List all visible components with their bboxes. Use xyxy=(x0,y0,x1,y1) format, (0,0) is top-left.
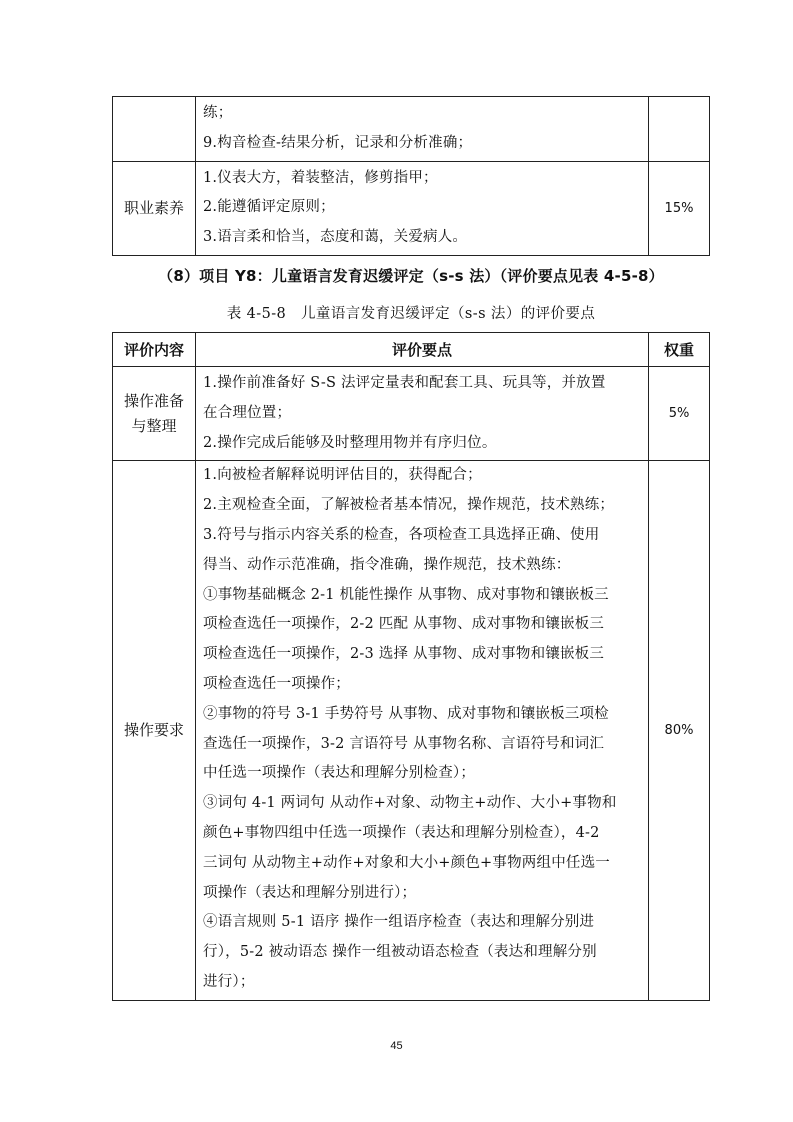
content-line: 练； xyxy=(203,105,233,121)
content-line: 得当、动作示范准确，指令准确，操作规范，技术熟练： xyxy=(203,556,571,573)
content-line: 3.语言柔和恰当，态度和蔼，关爱病人。 xyxy=(203,229,468,246)
content-line: 2.操作完成后能够及时整理用物并有序归位。 xyxy=(203,434,497,451)
row-label-line: 与整理 xyxy=(131,416,177,435)
header-weight: 权重 xyxy=(649,333,710,367)
content-line: 进行）； xyxy=(203,973,255,990)
content-line: 项检查选任一项操作，2-3 选择 从事物、成对事物和镶嵌板三 xyxy=(203,646,605,663)
evaluation-table xyxy=(112,332,710,1001)
row-content xyxy=(196,161,649,255)
content-line: ③词句 4-1 两词句 从动作+对象、动物主+动作、大小+事物和 xyxy=(203,795,617,812)
content-line: 1.操作前准备好 S-S 法评定量表和配套工具、玩具等，并放置 xyxy=(203,375,606,391)
content-line: 3.符号与指示内容关系的检查，各项检查工具选择正确、使用 xyxy=(203,526,600,543)
row-label xyxy=(113,461,196,1000)
row-label: 职业素养 xyxy=(113,161,196,255)
row-weight: 5% xyxy=(649,367,710,461)
header-content-category: 评价内容 xyxy=(113,333,196,367)
content-line: 9.构音检查-结果分析，记录和分析准确； xyxy=(203,134,473,151)
table-row xyxy=(113,97,710,162)
top-table xyxy=(112,96,710,256)
row-label-line: 操作准备 xyxy=(123,391,184,410)
section-heading: （8）项目 Y8：儿童语言发育迟缓评定（s-s 法）（评价要点见表 4-5-8） xyxy=(158,267,664,285)
row-content xyxy=(196,97,649,162)
content-line: 行），5-2 被动语态 操作一组被动语态检查（表达和理解分别 xyxy=(203,944,597,961)
content-line: ④语言规则 5-1 语序 操作一组语序检查（表达和理解分别进 xyxy=(203,914,595,931)
content-line: 中任选一项操作（表达和理解分别检查）； xyxy=(203,765,476,782)
content-line: 1.向被检者解释说明评估目的，获得配合； xyxy=(203,467,482,484)
row-label-line: 操作要求 xyxy=(123,721,184,740)
row-weight: 15% xyxy=(649,161,710,255)
content-line: 三词句 从动物主+动作+对象和大小+颜色+事物两组中任选一 xyxy=(203,854,611,871)
row-content xyxy=(196,367,649,461)
row-label xyxy=(113,367,196,461)
content-line: 项检查选任一项操作，2-2 匹配 从事物、成对事物和镶嵌板三 xyxy=(203,616,605,633)
content-line: 项操作（表达和理解分别进行）； xyxy=(203,884,417,901)
content-line: 在合理位置； xyxy=(203,404,292,421)
row-weight xyxy=(649,97,710,162)
row-weight: 80% xyxy=(649,461,710,1000)
content-line: 项检查选任一项操作； xyxy=(203,675,350,692)
header-evaluation-points: 评价要点 xyxy=(196,333,649,367)
content-line: 查选任一项操作，3-2 言语符号 从事物名称、言语符号和词汇 xyxy=(203,735,605,752)
page-number: 45 xyxy=(390,1040,403,1052)
row-content xyxy=(196,461,649,1000)
row-label xyxy=(113,97,196,162)
content-line: ①事物基础概念 2-1 机能性操作 从事物、成对事物和镶嵌板三 xyxy=(203,586,609,603)
content-line: 颜色+事物四组中任选一项操作（表达和理解分别检查），4-2 xyxy=(203,824,600,841)
table-header-row xyxy=(113,333,710,367)
content-line: 1.仪表大方，着装整洁，修剪指甲； xyxy=(203,169,438,186)
table-row xyxy=(113,461,710,1000)
content-line: ②事物的符号 3-1 手势符号 从事物、成对事物和镶嵌板三项检 xyxy=(203,705,609,722)
content-line: 2.主观检查全面，了解被检者基本情况，操作规范，技术熟练； xyxy=(203,497,615,514)
content-line: 2.能遵循评定原则； xyxy=(203,199,335,216)
table-caption: 表 4-5-8 儿童语言发育迟缓评定（s-s 法）的评价要点 xyxy=(226,306,596,322)
table-row xyxy=(113,367,710,461)
table-row xyxy=(113,161,710,255)
